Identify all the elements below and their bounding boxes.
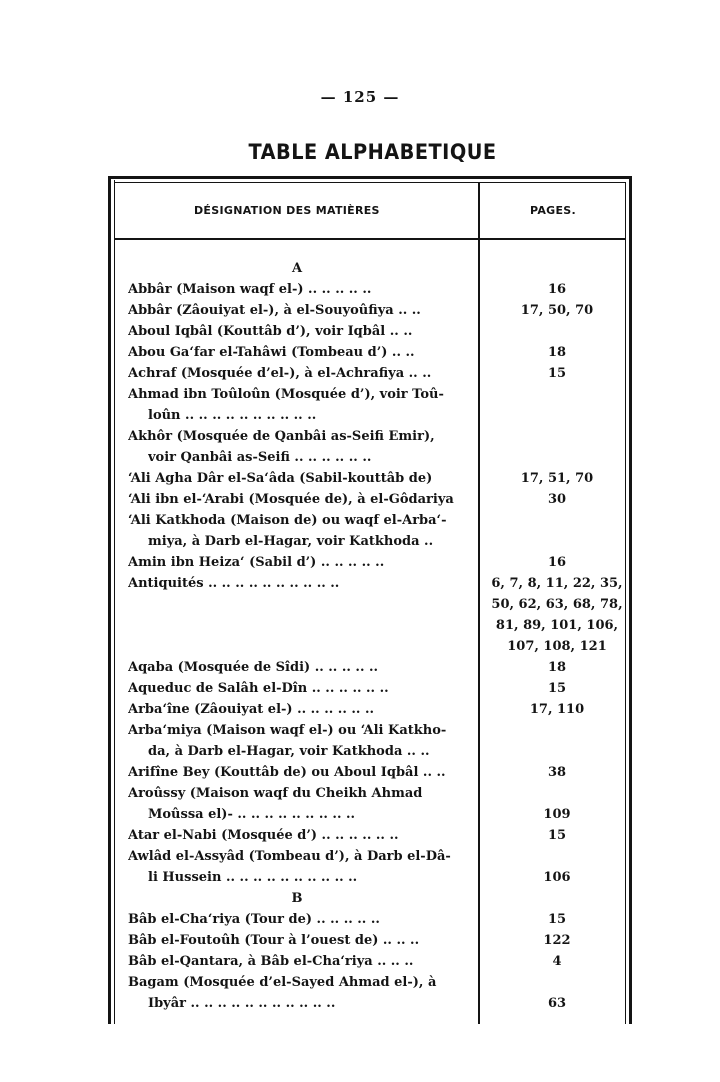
index-entry-row [128,825,634,846]
entry-designation: Abbâr (Zâouiyat el-), à el-Souyoûfiya .. .. [128,303,421,318]
page-title: TABLE ALPHABETIQUE [248,140,497,164]
index-entry-row [128,783,634,804]
index-entry-row [128,909,634,930]
entry-pages: 81, 89, 101, 106, [495,618,619,633]
index-entry-row [128,930,634,951]
entry-designation: Aqaba (Mosquée de Sîdi) .. .. .. .. .. [128,660,379,675]
entry-designation: Amin ibn Heiza‘ (Sabil d’) .. .. .. .. .. [128,555,385,570]
entry-pages: 17, 50, 70 [520,303,594,318]
entry-designation: Bâb el-Foutoûh (Tour à l’ouest de) .. .. .. [128,933,420,948]
entry-designation: miya, à Darb el-Hagar, voir Katkhoda .. [148,534,434,549]
entry-designation: Abou Ga‘far el-Tahâwi (Tombeau d’) .. .. [128,345,415,360]
section-letter-row [128,888,634,909]
entry-pages: 18 [547,660,567,675]
entry-designation: ‘Ali Katkhoda (Maison de) ou waqf el-Arba‘- [128,513,447,528]
entry-designation: Antiquités .. .. .. .. .. .. .. .. .. .. [128,576,340,591]
entry-designation: da, à Darb el-Hagar, voir Katkhoda .. .. [148,744,430,759]
index-entry-row [128,384,634,405]
page-number: — 125 — [320,88,400,106]
index-entry-row [128,636,634,657]
entry-designation: Aboul Iqbâl (Kouttâb d’), voir Iqbâl .. .. [128,324,413,339]
entry-pages: 17, 51, 70 [520,471,594,486]
entry-designation: Abbâr (Maison waqf el-) .. .. .. .. .. [128,282,372,297]
index-entry-row [128,972,634,993]
entry-pages: 15 [547,912,567,927]
index-entry-row [128,321,634,342]
entry-designation: Atar el-Nabi (Mosquée d’) .. .. .. .. .. .. [128,828,399,843]
frame-left-inner [114,180,115,1024]
entry-designation: voir Qanbâi as-Seifi .. .. .. .. .. .. [148,450,372,465]
entry-designation: Akhôr (Mosquée de Qanbâi as-Seifi Emir), [128,429,435,444]
index-entry-row [128,342,634,363]
entry-pages: 50, 62, 63, 68, 78, [491,597,623,612]
index-entry-row [128,951,634,972]
entry-designation: Moûssa el)- .. .. .. .. .. .. .. .. .. [148,807,356,822]
index-entry-row [128,531,634,552]
entry-designation: li Hussein .. .. .. .. .. .. .. .. .. .. [148,870,358,885]
index-entry-row [128,447,634,468]
entry-designation: Aroûssy (Maison waqf du Cheikh Ahmad [128,786,423,801]
entry-designation: ‘Ali Agha Dâr el-Sa‘âda (Sabil-kouttâb de) [128,471,433,486]
entry-pages: 15 [547,828,567,843]
section-letter-row [128,258,634,279]
entry-designation: ‘Ali ibn el-‘Arabi (Mosquée de), à el-Gôdariya [128,492,454,507]
entry-designation: Achraf (Mosquée d’el-), à el-Achrafiya .. .. [128,366,432,381]
entry-designation: Awlâd el-Assyâd (Tombeau d’), à Darb el-Dâ- [128,849,451,864]
entry-pages: 6, 7, 8, 11, 22, 35, [491,576,623,591]
index-entry-row [128,363,634,384]
entry-pages: 15 [547,366,567,381]
index-entry-row [128,594,634,615]
index-entry-row [128,846,634,867]
entry-designation: Aqueduc de Salâh el-Dîn .. .. .. .. .. .. [128,681,389,696]
header-designation: DÉSIGNATION DES MATIÈRES [194,204,380,217]
entry-pages: 109 [543,807,571,822]
index-entry-row [128,615,634,636]
index-entry-row [128,741,634,762]
index-entry-row [128,699,634,720]
entry-designation: Arba‘miya (Maison waqf el-) ou ‘Ali Katkho- [128,723,447,738]
entry-pages: 38 [547,765,567,780]
frame-left-outer [108,176,111,1024]
frame-top-outer [108,176,632,179]
entry-designation: Arifîne Bey (Kouttâb de) ou Aboul Iqbâl .. .. [128,765,446,780]
entry-designation: Ahmad ibn Toûloûn (Mosquée d’), voir Toû- [128,387,444,402]
entry-pages: 4 [552,954,562,969]
index-entry-row [128,573,634,594]
section-letter: B [291,891,303,906]
index-entry-row [128,804,634,825]
entry-designation: Bagam (Mosquée d’el-Sayed Ahmad el-), à [128,975,437,990]
index-entry-row [128,993,634,1014]
entry-designation: loûn .. .. .. .. .. .. .. .. .. .. [148,408,317,423]
frame-top-inner [114,182,626,183]
index-entry-row [128,762,634,783]
index-entry-row [128,426,634,447]
entry-pages: 63 [547,996,567,1011]
section-letter: A [291,261,303,276]
entry-pages: 17, 110 [529,702,585,717]
index-entry-row [128,867,634,888]
entry-designation: Bâb el-Qantara, à Bâb el-Cha‘riya .. .. .. [128,954,414,969]
entry-pages: 107, 108, 121 [507,639,607,654]
index-entry-row [128,405,634,426]
index-entry-row [128,300,634,321]
index-entry-row [128,510,634,531]
entry-designation: Ibyâr .. .. .. .. .. .. .. .. .. .. .. [148,996,336,1011]
entry-pages: 30 [547,492,567,507]
entry-pages: 106 [543,870,571,885]
entry-pages: 122 [543,933,571,948]
header-pages: PAGES. [530,204,577,217]
index-entry-row [128,279,634,300]
entry-pages: 16 [547,282,567,297]
index-entry-row [128,720,634,741]
entry-pages: 15 [547,681,567,696]
index-entry-row [128,552,634,573]
index-entry-row [128,489,634,510]
index-entry-row [128,468,634,489]
entry-pages: 16 [547,555,567,570]
index-entry-row [128,657,634,678]
entry-pages: 18 [547,345,567,360]
entry-designation: Arba‘îne (Zâouiyat el-) .. .. .. .. .. .. [128,702,375,717]
entry-designation: Bâb el-Cha‘riya (Tour de) .. .. .. .. .. [128,912,380,927]
index-entry-row [128,678,634,699]
header-divider [114,238,626,240]
